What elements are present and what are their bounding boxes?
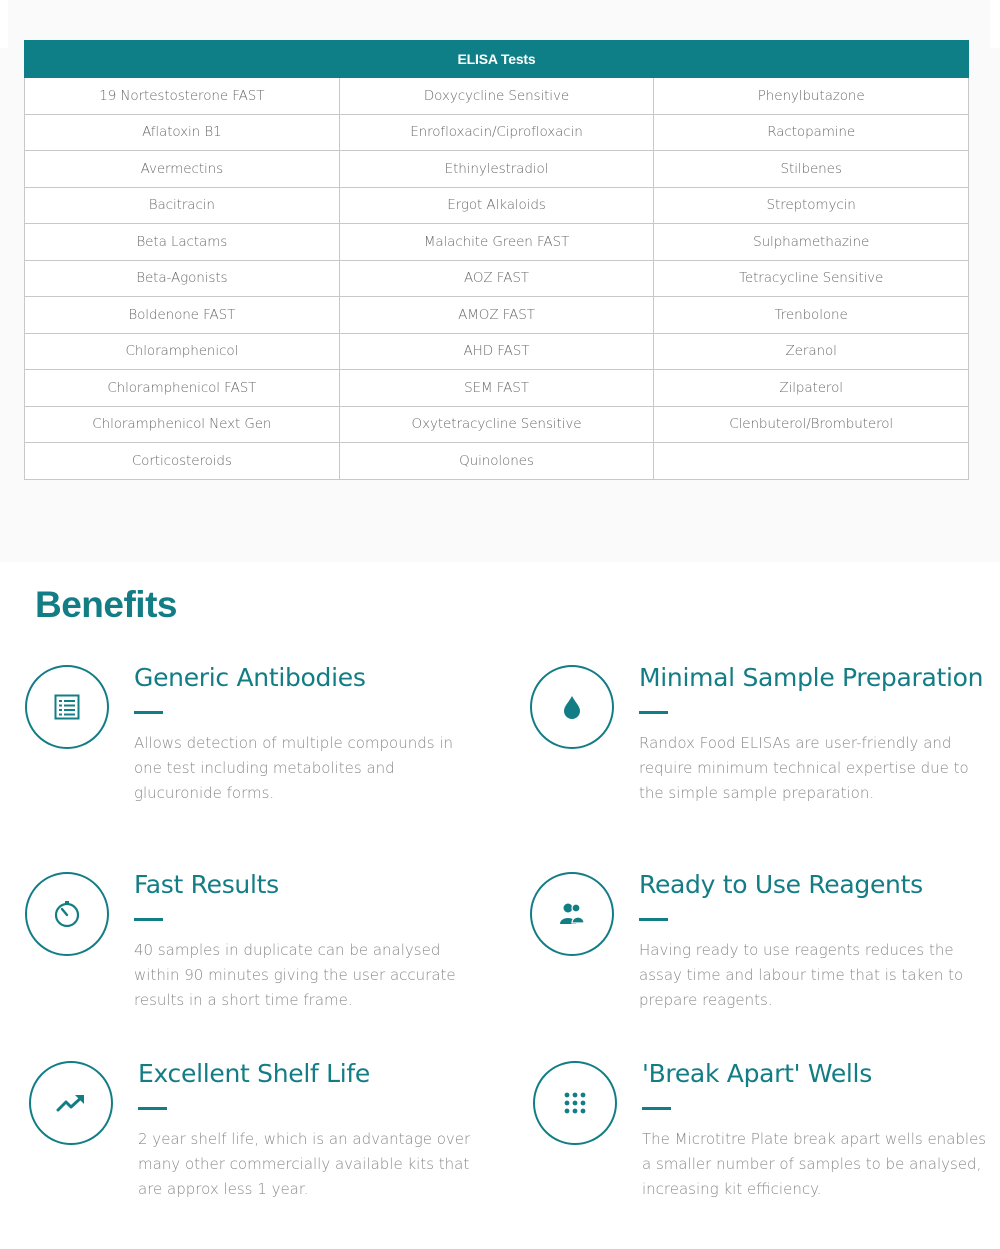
benefit-icon-circle <box>25 872 109 956</box>
edge-strip <box>990 0 1000 48</box>
table-row <box>25 370 969 407</box>
table-row <box>25 151 969 188</box>
table-cell: Chloramphenicol Next Gen <box>25 406 340 443</box>
table-cell-empty <box>654 443 969 480</box>
benefit-ready-to-use-reagents <box>530 872 980 1022</box>
table-cell: 19 Nortestosterone FAST <box>25 78 340 115</box>
table-cell: Beta-Agonists <box>25 260 340 297</box>
benefit-divider <box>639 711 668 714</box>
table-cell: Ethinylestradiol <box>339 151 654 188</box>
droplet-icon <box>561 694 583 720</box>
table-row <box>25 78 969 115</box>
table-cell: Bacitracin <box>25 187 340 224</box>
benefit-description: 2 year shelf life, which is an advantage over many other commercially available kits that are approx less 1 year. <box>138 1130 471 1198</box>
table-cell: Malachite Green FAST <box>339 224 654 261</box>
benefit-icon-circle <box>29 1061 113 1145</box>
table-cell: Oxytetracycline Sensitive <box>339 406 654 443</box>
benefit-description: Allows detection of multiple compounds in one test including metabolites and glucuronide forms. <box>134 734 454 802</box>
table-cell: Corticosteroids <box>25 443 340 480</box>
benefit-divider <box>639 918 668 921</box>
table-cell: SEM FAST <box>339 370 654 407</box>
table-cell: Chloramphenicol FAST <box>25 370 340 407</box>
edge-strip <box>0 0 8 48</box>
table-row <box>25 333 969 370</box>
benefit-generic-antibodies <box>25 665 475 815</box>
benefit-description: Having ready to use reagents reduces the assay time and labour time that is taken to prepare reagents. <box>639 941 964 1009</box>
table-row <box>25 114 969 151</box>
table-cell: Doxycycline Sensitive <box>339 78 654 115</box>
trending-up-icon <box>56 1092 86 1114</box>
table-row <box>25 224 969 261</box>
table-cell: AHD FAST <box>339 333 654 370</box>
table-cell: AMOZ FAST <box>339 297 654 334</box>
table-cell: Trenbolone <box>654 297 969 334</box>
table-cell: Boldenone FAST <box>25 297 340 334</box>
benefit-icon-circle <box>530 665 614 749</box>
table-cell: Clenbuterol/Brombuterol <box>654 406 969 443</box>
table-cell: Chloramphenicol <box>25 333 340 370</box>
table-cell: Phenylbutazone <box>654 78 969 115</box>
benefit-excellent-shelf-life <box>29 1061 479 1211</box>
table-row <box>25 297 969 334</box>
elisa-section <box>0 0 1000 562</box>
benefit-fast-results <box>25 872 475 1022</box>
table-cell: AOZ FAST <box>339 260 654 297</box>
table-cell: Streptomycin <box>654 187 969 224</box>
benefit-icon-circle <box>25 665 109 749</box>
table-cell: Sulphamethazine <box>654 224 969 261</box>
table-cell: Stilbenes <box>654 151 969 188</box>
table-cell: Beta Lactams <box>25 224 340 261</box>
table-row <box>25 443 969 480</box>
table-cell: Enrofloxacin/Ciprofloxacin <box>339 114 654 151</box>
benefits-heading: Benefits <box>35 584 177 625</box>
benefit-title: Generic Antibodies <box>134 663 366 692</box>
benefit-divider <box>138 1107 167 1110</box>
table-cell: Zilpaterol <box>654 370 969 407</box>
users-icon <box>558 902 586 926</box>
table-row <box>25 187 969 224</box>
table-cell: Avermectins <box>25 151 340 188</box>
table-header-row <box>25 41 969 78</box>
benefit-description: 40 samples in duplicate can be analysed within 90 minutes giving the user accurate results in a short time frame. <box>134 941 456 1009</box>
timer-icon <box>53 900 81 928</box>
table-cell: Aflatoxin B1 <box>25 114 340 151</box>
grid-dots-icon <box>562 1090 588 1116</box>
benefit-icon-circle <box>533 1061 617 1145</box>
benefit-break-apart-wells <box>533 1059 987 1211</box>
table-cell: Zeranol <box>654 333 969 370</box>
table-header: ELISA Tests <box>25 41 969 78</box>
benefit-title: Fast Results <box>134 870 279 899</box>
benefit-title: Excellent Shelf Life <box>138 1059 370 1088</box>
list-icon <box>53 693 81 721</box>
benefit-title: 'Break Apart' Wells <box>642 1059 872 1088</box>
benefit-divider <box>134 711 163 714</box>
benefit-description: Randox Food ELISAs are user-friendly and require minimum technical expertise due to the simple sample preparation. <box>639 734 969 802</box>
elisa-tests-table <box>24 40 969 480</box>
table-row <box>25 260 969 297</box>
benefit-title: Ready to Use Reagents <box>639 870 923 899</box>
benefit-icon-circle <box>530 872 614 956</box>
benefit-divider <box>642 1107 671 1110</box>
table-cell: Tetracycline Sensitive <box>654 260 969 297</box>
benefit-title: Minimal Sample Preparation <box>639 663 984 692</box>
benefit-description: The Microtitre Plate break apart wells enables a smaller number of samples to be analysed, increasing kit efficiency. <box>642 1130 987 1198</box>
benefit-divider <box>134 918 163 921</box>
benefit-minimal-sample-preparation <box>530 663 984 815</box>
table-row <box>25 406 969 443</box>
table-cell: Quinolones <box>339 443 654 480</box>
table-cell: Ergot Alkaloids <box>339 187 654 224</box>
table-cell: Ractopamine <box>654 114 969 151</box>
